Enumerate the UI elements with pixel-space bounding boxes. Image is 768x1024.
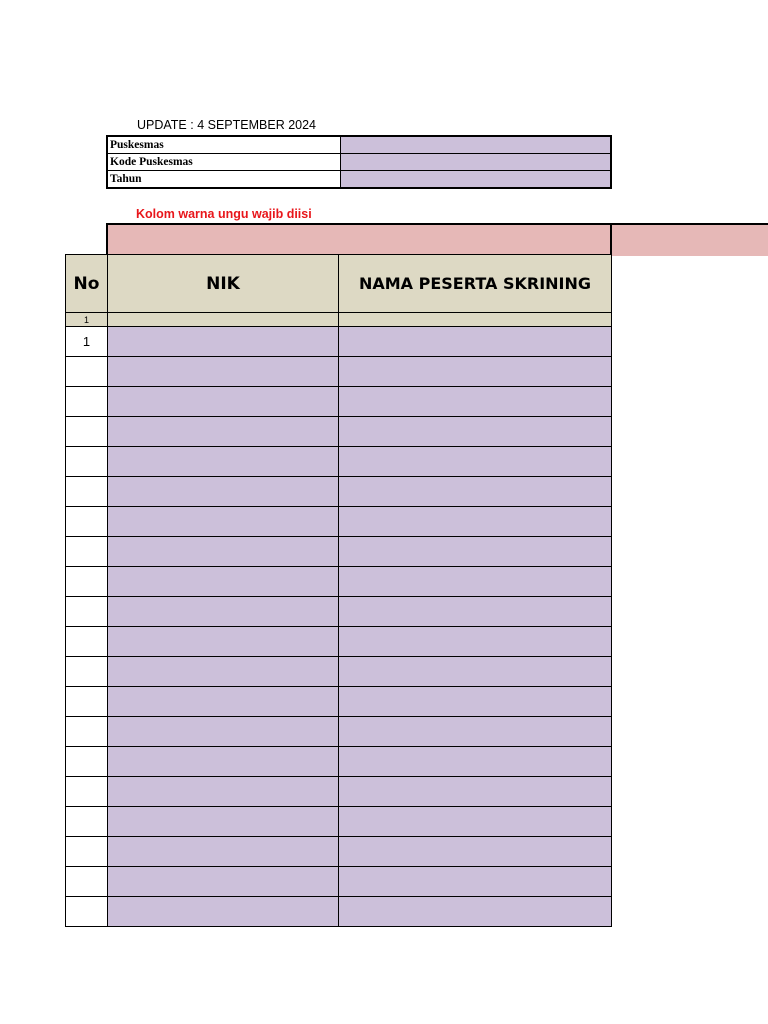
index-no: 1 bbox=[66, 313, 108, 327]
nama-input-cell[interactable] bbox=[339, 597, 612, 627]
nama-input-cell[interactable] bbox=[339, 327, 612, 357]
row-number-cell bbox=[66, 837, 108, 867]
row-number-cell bbox=[66, 897, 108, 927]
nik-input-cell[interactable] bbox=[108, 657, 339, 687]
table-row bbox=[66, 807, 612, 837]
table-row bbox=[66, 897, 612, 927]
nama-input-cell[interactable] bbox=[339, 687, 612, 717]
nik-input-cell[interactable] bbox=[108, 897, 339, 927]
table-row bbox=[66, 387, 612, 417]
table-row bbox=[66, 717, 612, 747]
row-number-cell bbox=[66, 687, 108, 717]
nik-input-cell[interactable] bbox=[108, 777, 339, 807]
index-row bbox=[66, 313, 612, 327]
nik-input-cell[interactable] bbox=[108, 747, 339, 777]
nama-input-cell[interactable] bbox=[339, 657, 612, 687]
table-row bbox=[66, 507, 612, 537]
row-number-cell bbox=[66, 777, 108, 807]
nik-input-cell[interactable] bbox=[108, 387, 339, 417]
table-row bbox=[66, 747, 612, 777]
nama-input-cell[interactable] bbox=[339, 477, 612, 507]
row-number-cell bbox=[66, 717, 108, 747]
row-number-cell bbox=[66, 627, 108, 657]
table-row bbox=[66, 867, 612, 897]
index-nama bbox=[339, 313, 612, 327]
nama-input-cell[interactable] bbox=[339, 357, 612, 387]
pink-banner-border bbox=[106, 223, 612, 254]
table-row bbox=[66, 447, 612, 477]
nama-input-cell[interactable] bbox=[339, 897, 612, 927]
nik-input-cell[interactable] bbox=[108, 447, 339, 477]
header-nama: NAMA PESERTA SKRINING bbox=[339, 255, 612, 313]
puskesmas-info-table bbox=[106, 135, 612, 189]
table-row bbox=[66, 327, 612, 357]
nik-input-cell[interactable] bbox=[108, 417, 339, 447]
row-number-cell bbox=[66, 537, 108, 567]
puskesmas-label: Puskesmas bbox=[107, 136, 341, 154]
update-date-label: UPDATE : 4 SEPTEMBER 2024 bbox=[137, 118, 316, 132]
table-row bbox=[66, 627, 612, 657]
tahun-label: Tahun bbox=[107, 171, 341, 189]
nik-input-cell[interactable] bbox=[108, 567, 339, 597]
nik-input-cell[interactable] bbox=[108, 837, 339, 867]
row-number-cell bbox=[66, 357, 108, 387]
table-row bbox=[66, 417, 612, 447]
header-row bbox=[66, 255, 612, 313]
required-fields-note: Kolom warna ungu wajib diisi bbox=[136, 207, 312, 221]
header-nik: NIK bbox=[108, 255, 339, 313]
table-row bbox=[66, 537, 612, 567]
nama-input-cell[interactable] bbox=[339, 447, 612, 477]
row-number-cell bbox=[66, 597, 108, 627]
row-number-cell bbox=[66, 507, 108, 537]
nama-input-cell[interactable] bbox=[339, 777, 612, 807]
row-number-cell bbox=[66, 567, 108, 597]
info-row-puskesmas bbox=[107, 136, 611, 154]
row-number-cell bbox=[66, 387, 108, 417]
table-row bbox=[66, 687, 612, 717]
nama-input-cell[interactable] bbox=[339, 387, 612, 417]
kode-puskesmas-field[interactable] bbox=[341, 154, 612, 171]
row-number-cell bbox=[66, 477, 108, 507]
table-row bbox=[66, 357, 612, 387]
row-number-cell bbox=[66, 747, 108, 777]
table-row bbox=[66, 597, 612, 627]
nama-input-cell[interactable] bbox=[339, 537, 612, 567]
nik-input-cell[interactable] bbox=[108, 597, 339, 627]
table-row bbox=[66, 837, 612, 867]
info-row-tahun bbox=[107, 171, 611, 189]
nama-input-cell[interactable] bbox=[339, 507, 612, 537]
row-number-cell bbox=[66, 807, 108, 837]
row-number-cell bbox=[66, 447, 108, 477]
nama-input-cell[interactable] bbox=[339, 417, 612, 447]
nik-input-cell[interactable] bbox=[108, 807, 339, 837]
nik-input-cell[interactable] bbox=[108, 507, 339, 537]
kode-puskesmas-label: Kode Puskesmas bbox=[107, 154, 341, 171]
nama-input-cell[interactable] bbox=[339, 567, 612, 597]
nik-input-cell[interactable] bbox=[108, 537, 339, 567]
tahun-field[interactable] bbox=[341, 171, 612, 189]
nama-input-cell[interactable] bbox=[339, 747, 612, 777]
nama-input-cell[interactable] bbox=[339, 807, 612, 837]
nik-input-cell[interactable] bbox=[108, 627, 339, 657]
nik-input-cell[interactable] bbox=[108, 867, 339, 897]
row-number-cell bbox=[66, 417, 108, 447]
row-number-cell bbox=[66, 867, 108, 897]
screening-table bbox=[65, 254, 612, 927]
nik-input-cell[interactable] bbox=[108, 687, 339, 717]
puskesmas-field[interactable] bbox=[341, 136, 612, 154]
row-number-cell bbox=[66, 657, 108, 687]
nama-input-cell[interactable] bbox=[339, 717, 612, 747]
index-nik bbox=[108, 313, 339, 327]
nik-input-cell[interactable] bbox=[108, 357, 339, 387]
nik-input-cell[interactable] bbox=[108, 327, 339, 357]
table-row bbox=[66, 477, 612, 507]
table-row bbox=[66, 657, 612, 687]
info-row-kode-puskesmas bbox=[107, 154, 611, 171]
nik-input-cell[interactable] bbox=[108, 717, 339, 747]
nama-input-cell[interactable] bbox=[339, 837, 612, 867]
table-row bbox=[66, 777, 612, 807]
row-number-cell: 1 bbox=[66, 327, 108, 357]
nama-input-cell[interactable] bbox=[339, 867, 612, 897]
header-no: No bbox=[66, 255, 108, 313]
nik-input-cell[interactable] bbox=[108, 477, 339, 507]
nama-input-cell[interactable] bbox=[339, 627, 612, 657]
table-row bbox=[66, 567, 612, 597]
